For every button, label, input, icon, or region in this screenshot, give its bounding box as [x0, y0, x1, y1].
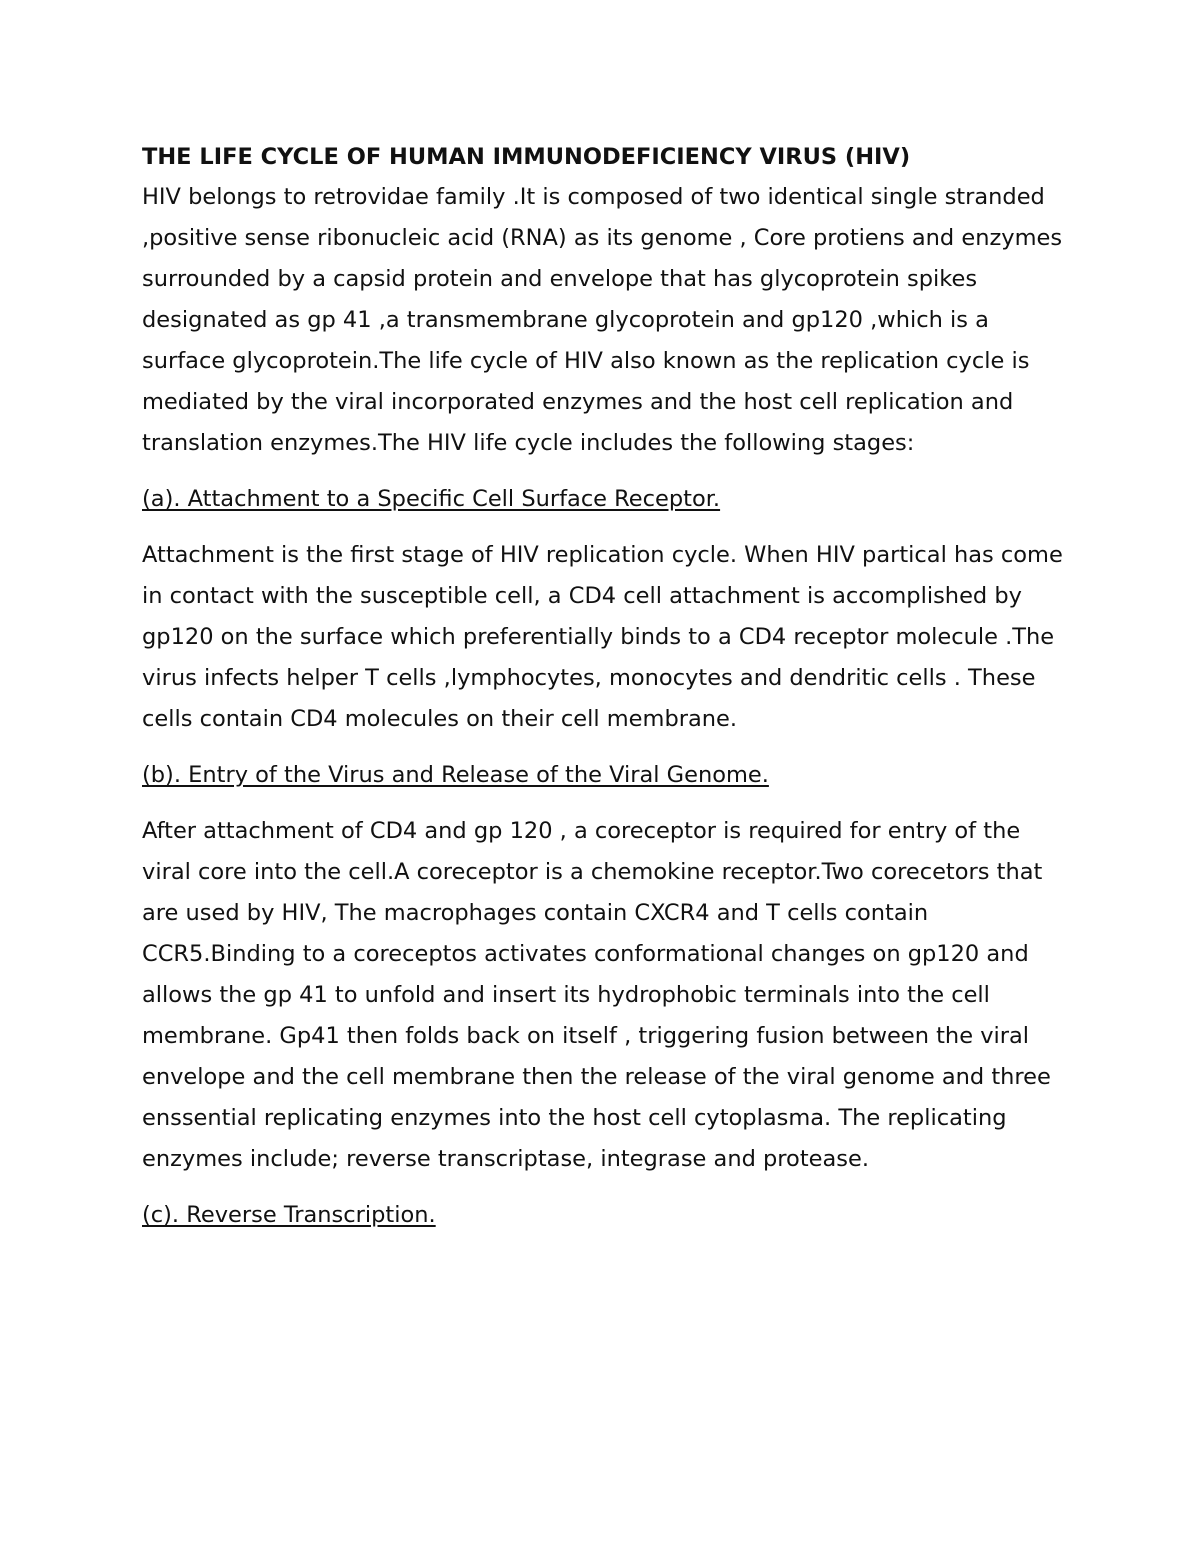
- section-heading-attachment: (a). Attachment to a Specific Cell Surface Receptor.: [142, 486, 721, 512]
- document-title: THE LIFE CYCLE OF HUMAN IMMUNODEFICIENCY VIRUS (HIV): [142, 144, 911, 170]
- section-body-attachment: Attachment is the first stage of HIV replication cycle. When HIV partical has come in contact with the susceptible cell, a CD4 cell attachment is accomplished by gp120 on the surface which preferentially binds to a CD4 receptor molecule .The virus infects helper T cells ,lymphocytes, monocytes and dendritic cells . These cells contain CD4 molecules on their cell membrane.: [142, 542, 1063, 732]
- document-body: [142, 140, 1072, 1251]
- intro-paragraph: HIV belongs to retrovidae family .It is composed of two identical single stranded ,positive sense ribonucleic acid (RNA) as its genome , Core protiens and enzymes surrounded by a capsid protein and envelope that has glycoprotein spikes designated as gp 41 ,a transmembrane glycoprotein and gp120 ,which is a surface glycoprotein.The life cycle of HIV also known as the replication cycle is mediated by the viral incorporated enzymes and the host cell replication and translation enzymes.The HIV life cycle includes the following stages:: [142, 184, 1063, 456]
- section-heading-reverse-transcription: (c). Reverse Transcription.: [142, 1202, 436, 1228]
- section-heading-entry: (b). Entry of the Virus and Release of the Viral Genome.: [142, 762, 769, 788]
- section-body-entry: After attachment of CD4 and gp 120 , a coreceptor is required for entry of the viral core into the cell.A coreceptor is a chemokine receptor.Two corecetors that are used by HIV, The macrophages contain CXCR4 and T cells contain CCR5.Binding to a coreceptos activates conformational changes on gp120 and allows the gp 41 to unfold and insert its hydrophobic terminals into the cell membrane. Gp41 then folds back on itself , triggering fusion between the viral envelope and the cell membrane then the release of the viral genome and three enssential replicating enzymes into the host cell cytoplasma. The replicating enzymes include; reverse transcriptase, integrase and protease.: [142, 818, 1051, 1172]
